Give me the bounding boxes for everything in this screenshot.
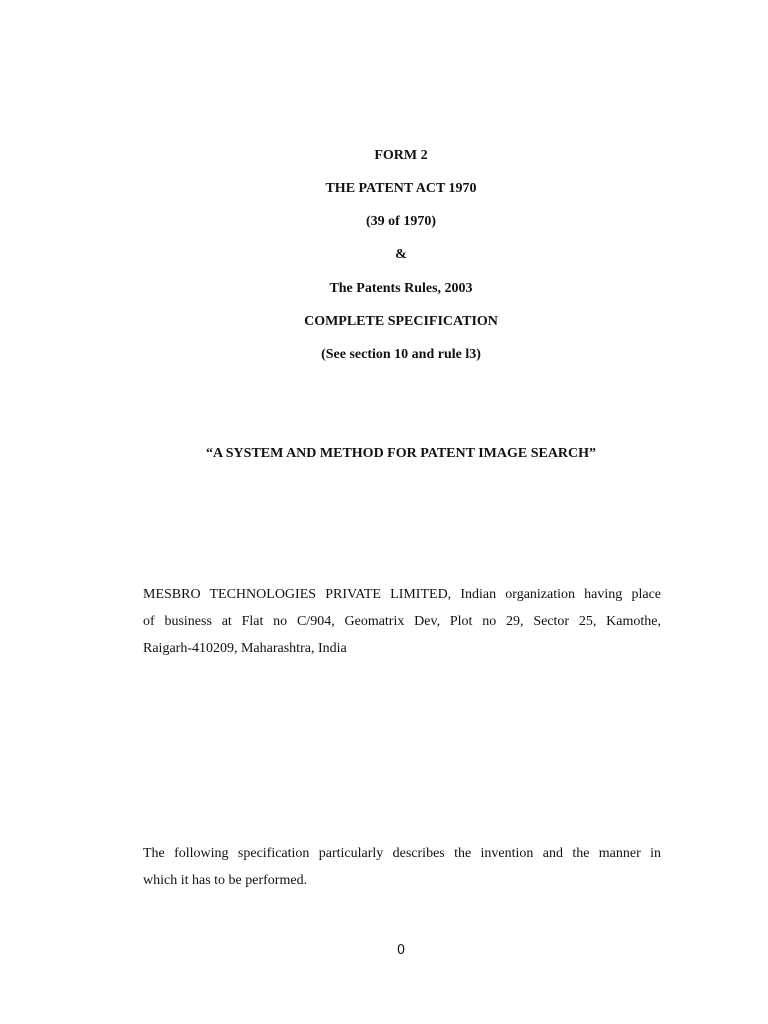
- form-number: FORM 2: [374, 148, 428, 163]
- preamble-paragraph: [143, 840, 661, 894]
- rules-title: The Patents Rules, 2003: [329, 281, 473, 296]
- page-number: 0: [396, 943, 406, 958]
- specification-type: COMPLETE SPECIFICATION: [304, 314, 498, 329]
- ampersand: &: [395, 247, 407, 262]
- invention-title: “A SYSTEM AND METHOD FOR PATENT IMAGE SEARCH”: [205, 446, 597, 461]
- applicant-paragraph: [143, 581, 661, 662]
- preamble-line: which it has to be performed.: [143, 873, 308, 888]
- applicant-line: Raigarh-410209, Maharashtra, India: [143, 641, 347, 656]
- applicant-line: of business at Flat no C/904, Geomatrix Dev, Plot no 29, Sector 25, Kamothe,: [143, 614, 661, 629]
- section-reference: (See section 10 and rule l3): [321, 347, 481, 362]
- applicant-line: MESBRO TECHNOLOGIES PRIVATE LIMITED, Indian organization having place: [143, 587, 661, 602]
- act-number: (39 of 1970): [366, 214, 436, 229]
- preamble-line: The following specification particularly describes the invention and the manner in: [143, 846, 661, 861]
- act-title: THE PATENT ACT 1970: [325, 181, 477, 196]
